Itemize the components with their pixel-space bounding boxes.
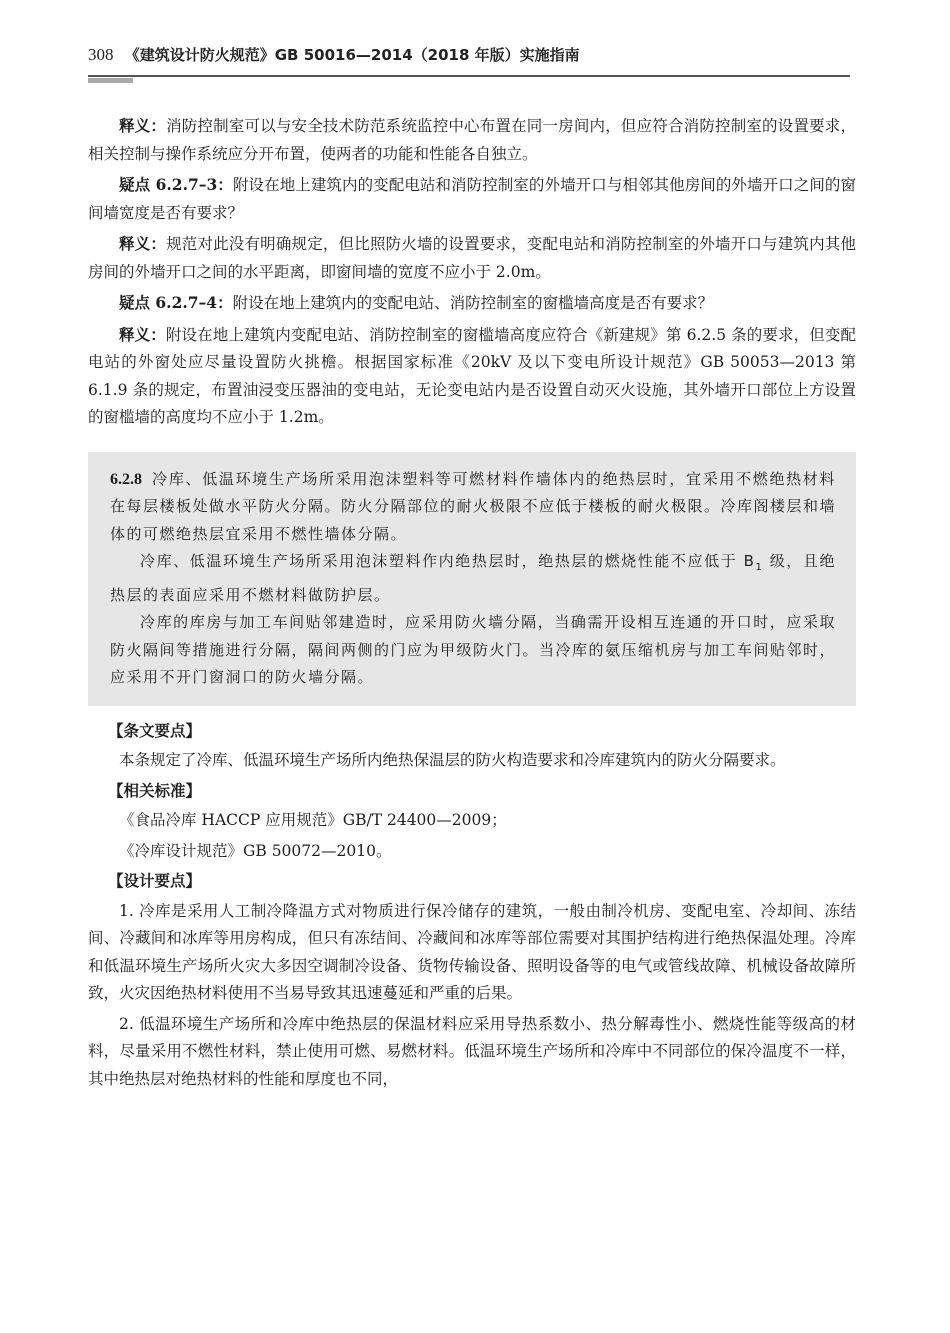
clause-text: 级，且绝热层的表面应采用不燃材料做防护层。: [110, 552, 836, 604]
paragraph-text: 附设在地上建筑内变配电站、消防控制室的窗槛墙高度应符合《新建规》第 6.2.5 条的要求，但变配电站的外窗处应尽量设置防火挑檐。根据国家标准《20kV 及以下变电所设计规范》GB 50053—2013 第 6.1.9 条的规定，布置油浸变压器油的变电站，无论变电站内是否设置自动灭火设施，其外墙开口部位上方设置的窗槛墙的高度均不应小于 1.2m。: [88, 325, 856, 426]
clause-paragraph: [110, 548, 836, 609]
page-number: 308: [88, 45, 114, 64]
clause-text: 冷库的库房与加工车间贴邻建造时，应采用防火墙分隔，当确需开设相互连通的开口时，应采取防火隔间等措施进行分隔，隔间两侧的门应为甲级防火门。当冷库的氨压缩机房与加工车间贴邻时，应采用不开门窗洞口的防火墙分隔。: [110, 613, 837, 686]
paragraph-label: 释义：: [119, 234, 167, 253]
paragraph-label: 释义：: [119, 324, 166, 344]
paragraph: 1. 冷库是采用人工制冷降温方式对物质进行保冷储存的建筑，一般由制冷机房、变配电室、冷却间、冻结间、冷藏间和冰库等用房构成，但只有冻结间、冷藏间和冰库等部位需要对其围护结构进行绝热保温处理。冷库和低温环境生产场所火灾大多因空调制冷设备、货物传输设备、照明设备等的电气或管线故障、机械设备故障所致，火灾因绝热材料使用不当易导致其迅速蔓延和严重的后果。: [88, 901, 856, 1002]
paragraph-text: 消防控制室可以与安全技术防范系统监控中心布置在同一房间内，但应符合消防控制室的设置要求，相关控制与操作系统应分开布置，使两者的功能和性能各自独立。: [88, 117, 856, 163]
subscript: 1: [755, 562, 764, 573]
clause-number: 6.2.8: [110, 470, 142, 488]
clause-paragraph: [110, 466, 836, 549]
code-clause-box: [88, 452, 856, 706]
section-heading-design: 【设计要点】: [108, 872, 202, 890]
clause-text: 冷库、低温环境生产场所采用泡沫塑料等可燃材料作墙体内的绝热层时，宜采用不燃绝热材料在每层楼板处做水平防火分隔。防火分隔部位的耐火极限不应低于楼板的耐火极限。冷库阁楼层和墙体的可燃绝热层宜采用不燃性墙体分隔。: [110, 469, 837, 543]
standard-item: 《食品冷库 HACCP 应用规范》GB/T 24400—2009；: [119, 811, 507, 829]
paragraph: 2. 低温环境生产场所和冷库中绝热层的保温材料应采用导热系数小、热分解毒性小、燃烧性能等级高的材料，尽量采用不燃性材料，禁止使用可燃、易燃材料。低温环境生产场所和冷库中不同部位的保冷温度不一样，其中绝热层对绝热材料的性能和厚度也不同，: [88, 1014, 856, 1088]
paragraph: [88, 289, 856, 318]
section-heading-key-points: 【条文要点】: [108, 721, 202, 740]
paragraph-label: 释义：: [119, 116, 167, 135]
paragraph: [88, 321, 856, 432]
paragraph-label: 疑点 6.2.7–3：: [119, 175, 233, 194]
page-body: [88, 112, 856, 1096]
standard-item: 《冷库设计规范》GB 50072—2010。: [119, 841, 392, 860]
paragraph-text: 附设在地上建筑内的变配电站和消防控制室的外墙开口与相邻其他房间的外墙开口之间的窗间墙宽度是否有要求？: [88, 176, 856, 222]
header-rule: [88, 75, 850, 77]
paragraph: [88, 230, 856, 286]
header-mark: [88, 78, 133, 83]
book-title: 《建筑设计防火规范》GB 50016—2014（2018 年版）实施指南: [124, 46, 580, 64]
paragraph-text: 附设在地上建筑内的变配电站、消防控制室的窗槛墙高度是否有要求？: [232, 294, 714, 312]
paragraph: 本条规定了冷库、低温环境生产场所内绝热保温层的防火构造要求和冷库建筑内的防火分隔要求。: [119, 751, 786, 769]
paragraph-text: 规范对此没有明确规定，但比照防火墙的设置要求，变配电站和消防控制室的外墙开口与建筑内其他房间的外墙开口之间的水平距离，即窗间墙的宽度不应小于 2.0m。: [88, 235, 856, 281]
clause-paragraph: [110, 609, 836, 692]
running-header: [88, 44, 868, 65]
paragraph: [88, 171, 856, 227]
paragraph: [88, 112, 856, 168]
paragraph-label: 疑点 6.2.7–4：: [119, 293, 233, 312]
clause-text: 冷库、低温环境生产场所采用泡沫塑料作内绝热层时，绝热层的燃烧性能不应低于 B: [140, 552, 756, 570]
section-heading-standards: 【相关标准】: [108, 781, 202, 800]
